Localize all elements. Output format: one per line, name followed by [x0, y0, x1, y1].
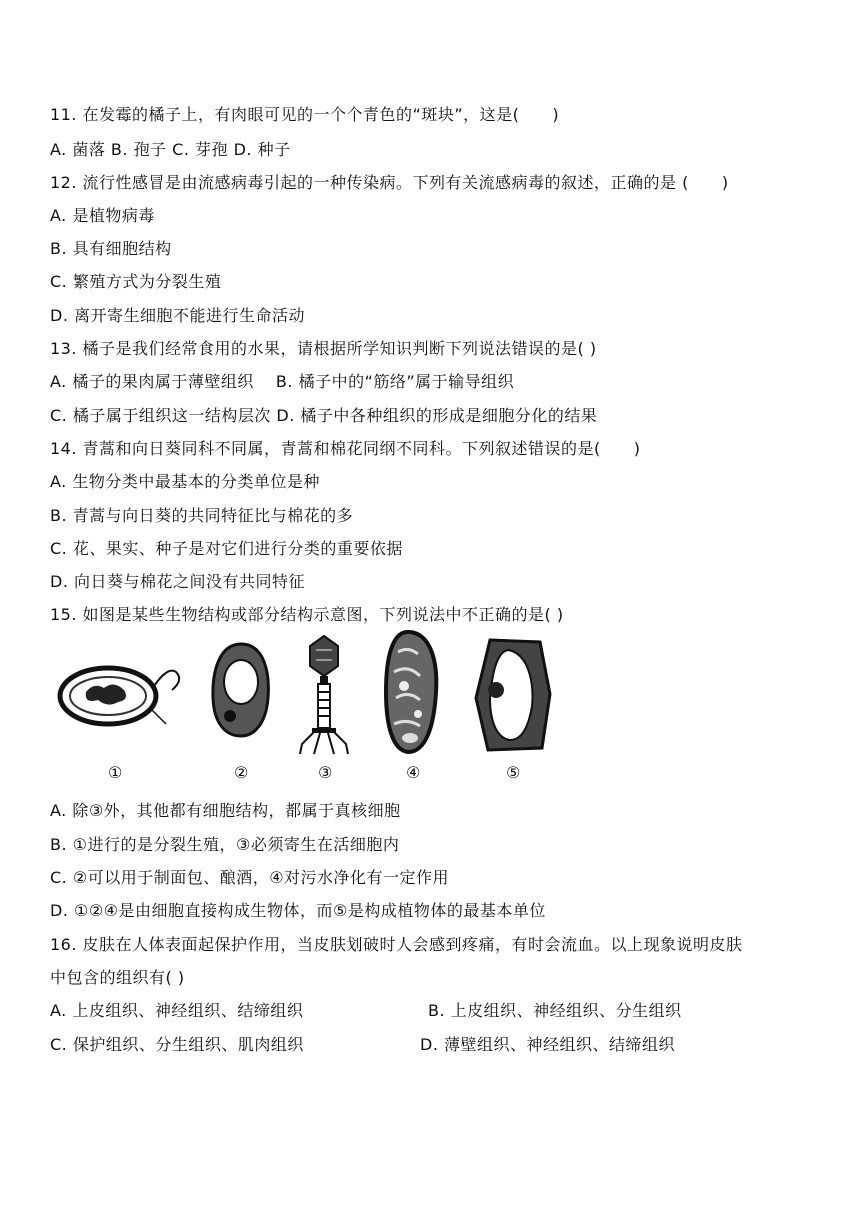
- q11-stem: 11. 在发霉的橘子上，有肉眼可见的一个个青色的“斑块”，这是( ): [50, 105, 560, 124]
- q15-figure: [50, 628, 570, 788]
- bacteriophage-figure: [294, 632, 354, 756]
- q12-stem: 12. 流行性感冒是由流感病毒引起的一种传染病。下列有关流感病毒的叙述，正确的是 ( ): [50, 173, 729, 192]
- yeast-figure: [208, 638, 274, 742]
- protozoan-figure: [380, 628, 444, 758]
- q12-option-a: A. 是植物病毒: [50, 206, 155, 225]
- q11-options: A. 菌落 B. 孢子 C. 芽孢 D. 种子: [50, 140, 291, 159]
- q12-option-d: D. 离开寄生细胞不能进行生命活动: [50, 306, 305, 325]
- q16-stem-line2: 中包含的组织有( ): [50, 968, 185, 987]
- q12-option-c: C. 繁殖方式为分裂生殖: [50, 272, 222, 291]
- q14-stem: 14. 青蒿和向日葵同科不同属，青蒿和棉花同纲不同科。下列叙述错误的是( ): [50, 439, 641, 458]
- q12-option-b: B. 具有细胞结构: [50, 239, 172, 258]
- q15-option-b: B. ①进行的是分裂生殖，③必须寄生在活细胞内: [50, 835, 400, 854]
- q13-stem: 13. 橘子是我们经常食用的水果，请根据所学知识判断下列说法错误的是( ): [50, 339, 597, 358]
- q16-option-a: A. 上皮组织、神经组织、结缔组织: [50, 1001, 304, 1020]
- q14-option-b: B. 青蒿与向日葵的共同特征比与棉花的多: [50, 506, 354, 525]
- q13-options-ab: A. 橘子的果肉属于薄壁组织 B. 橘子中的“筋络”属于输导组织: [50, 372, 515, 391]
- q16-stem-line1: 16. 皮肤在人体表面起保护作用，当皮肤划破时人会感到疼痛，有时会流血。以上现象说明皮肤: [50, 935, 743, 954]
- figure-label-2: ②: [234, 763, 249, 782]
- q15-option-c: C. ②可以用于制面包、酿酒，④对污水净化有一定作用: [50, 868, 450, 887]
- plant-cell-figure: [470, 636, 554, 756]
- q16-option-c: C. 保护组织、分生组织、肌肉组织: [50, 1035, 304, 1054]
- figure-label-3: ③: [318, 763, 333, 782]
- q14-option-a: A. 生物分类中最基本的分类单位是种: [50, 472, 320, 491]
- q15-stem: 15. 如图是某些生物结构或部分结构示意图，下列说法中不正确的是( ): [50, 605, 564, 624]
- q14-option-d: D. 向日葵与棉花之间没有共同特征: [50, 572, 305, 591]
- q15-option-a: A. 除③外，其他都有细胞结构，都属于真核细胞: [50, 801, 401, 820]
- q14-option-c: C. 花、果实、种子是对它们进行分类的重要依据: [50, 539, 403, 558]
- q15-option-d: D. ①②④是由细胞直接构成生物体，而⑤是构成植物体的最基本单位: [50, 901, 546, 920]
- bacterium-figure: [56, 652, 188, 736]
- figure-label-4: ④: [406, 763, 421, 782]
- figure-label-5: ⑤: [506, 763, 521, 782]
- q16-option-d: D. 薄壁组织、神经组织、结缔组织: [420, 1035, 675, 1054]
- q13-options-cd: C. 橘子属于组织这一结构层次 D. 橘子中各种组织的形成是细胞分化的结果: [50, 406, 598, 425]
- figure-label-1: ①: [108, 763, 123, 782]
- q16-option-b: B. 上皮组织、神经组织、分生组织: [428, 1001, 682, 1020]
